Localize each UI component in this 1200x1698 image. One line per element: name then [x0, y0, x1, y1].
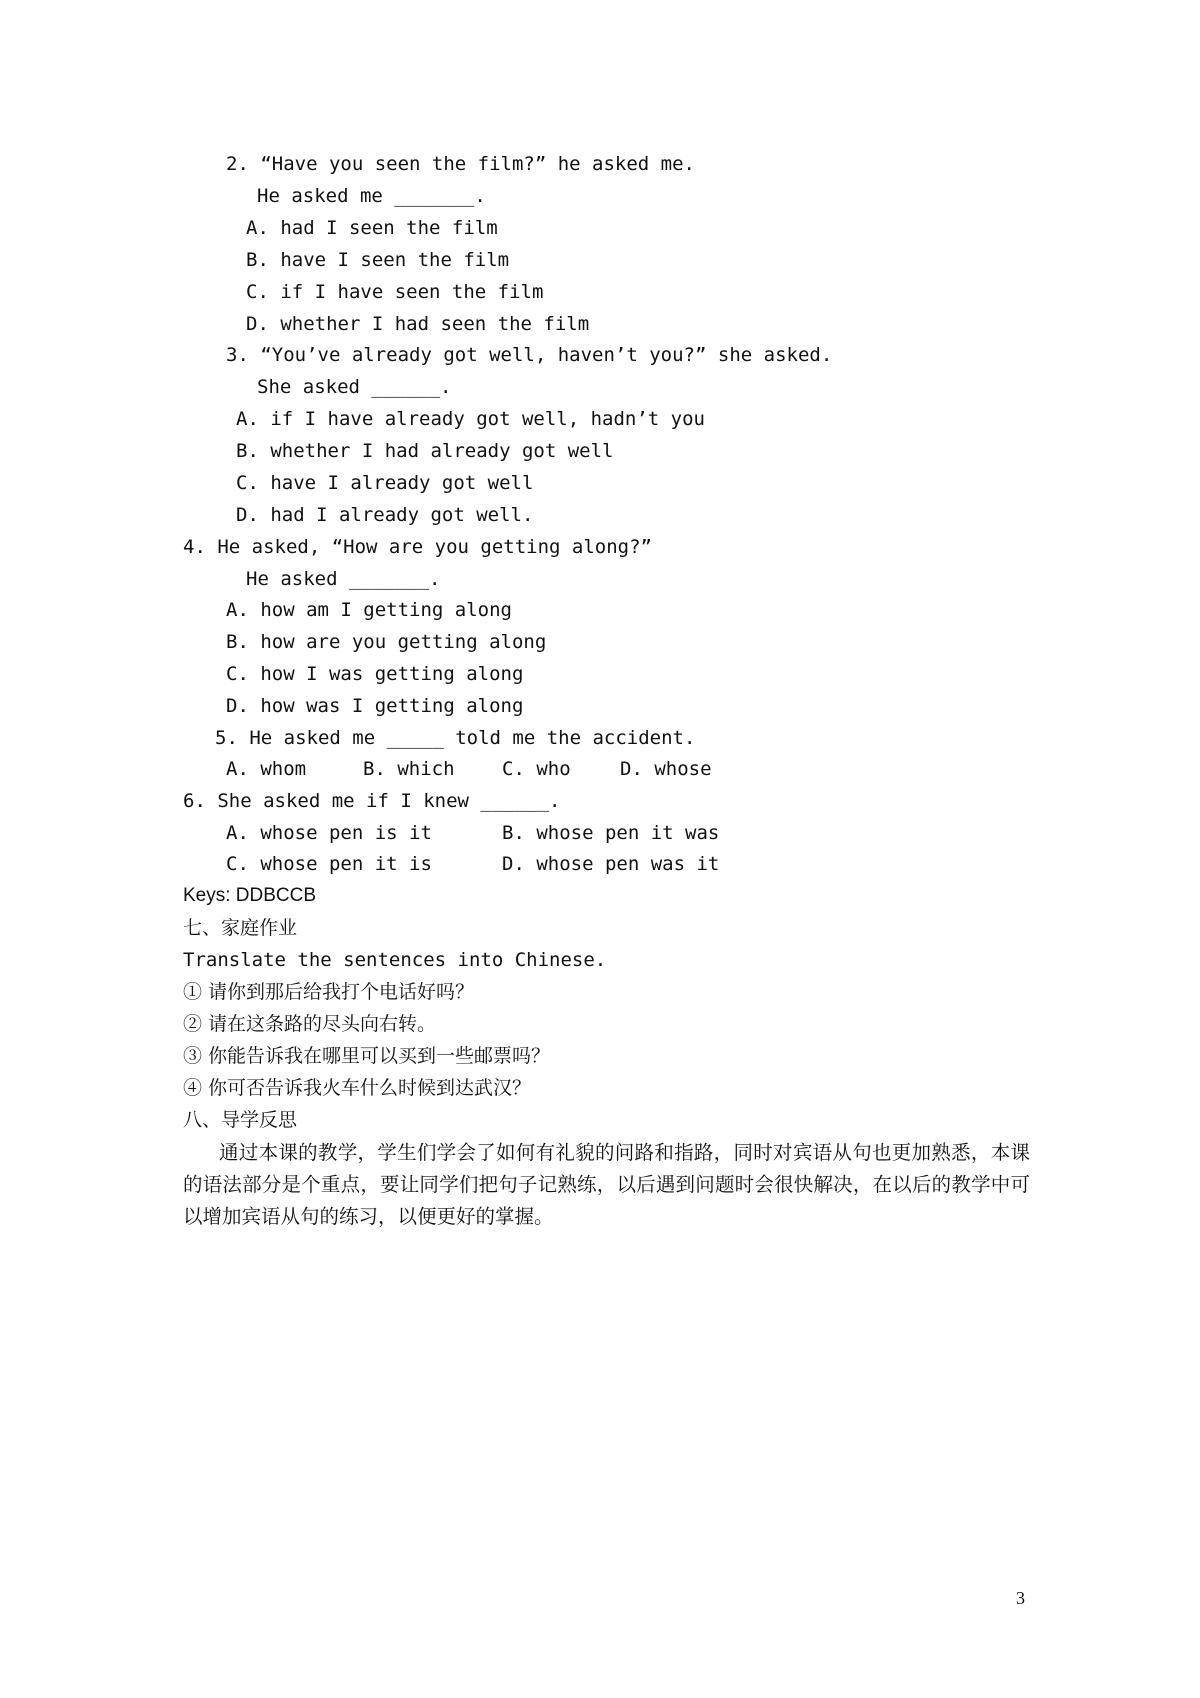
q6-option-a: A. whose pen is it	[226, 822, 432, 844]
q4-blank: He asked _______.	[246, 568, 441, 590]
q6-stem: 6. She asked me if I knew ______.	[183, 790, 561, 812]
q3-option-c: C. have I already got well	[236, 472, 534, 494]
answer-keys: Keys: DDBCCB	[183, 885, 317, 906]
q3-stem: 3. “You’ve already got well, haven’t you?” she asked.	[226, 344, 833, 366]
homework-item-2: ② 请在这条路的尽头向右转。	[183, 1013, 437, 1035]
q2-blank: He asked me _______.	[257, 185, 486, 207]
q5-stem: 5. He asked me _____ told me the accident.	[215, 727, 696, 749]
q3-blank: She asked ______.	[257, 376, 452, 398]
q6-option-b: B. whose pen it was	[502, 822, 720, 844]
q2-option-d: D. whether I had seen the film	[246, 313, 590, 335]
q5-option-b: B. which	[363, 758, 455, 780]
reflection-paragraph: 通过本课的教学，学生们学会了如何有礼貌的问路和指路，同时对宾语从句也更加熟悉，本课的语法部分是个重点，要让同学们把句子记熟练，以后遇到问题时会很快解决，在以后的教学中可以增加宾语从句的练习，以便更好的掌握。	[183, 1141, 1030, 1228]
page-number: 3	[1016, 1588, 1025, 1608]
q2-stem: 2. “Have you seen the film?” he asked me.	[226, 153, 695, 175]
q4-option-b: B. how are you getting along	[226, 631, 547, 653]
q2-option-b: B. have I seen the film	[246, 249, 510, 271]
q4-option-c: C. how I was getting along	[226, 663, 524, 685]
q3-option-b: B. whether I had already got well	[236, 440, 614, 462]
homework-item-3: ③ 你能告诉我在哪里可以买到一些邮票吗？	[183, 1045, 551, 1067]
homework-item-4: ④ 你可否告诉我火车什么时候到达武汉？	[183, 1077, 532, 1099]
q3-option-d: D. had I already got well.	[236, 504, 534, 526]
homework-heading: 七、家庭作业	[183, 917, 298, 939]
q4-option-d: D. how was I getting along	[226, 695, 524, 717]
q4-stem: 4. He asked, “How are you getting along?”	[183, 536, 652, 558]
q5-option-d: D. whose	[620, 758, 712, 780]
homework-item-1: ① 请你到那后给我打个电话好吗？	[183, 981, 475, 1003]
q5-option-a: A. whom	[226, 758, 307, 780]
homework-instruction: Translate the sentences into Chinese.	[183, 949, 607, 971]
q3-option-a: A. if I have already got well, hadn’t you	[236, 408, 705, 430]
q5-option-c: C. who	[502, 758, 571, 780]
q2-option-c: C. if I have seen the film	[246, 281, 544, 303]
q4-option-a: A. how am I getting along	[226, 599, 512, 621]
q6-option-d: D. whose pen was it	[502, 853, 720, 875]
q6-option-c: C. whose pen it is	[226, 853, 432, 875]
q2-option-a: A. had I seen the film	[246, 217, 498, 239]
reflection-heading: 八、导学反思	[183, 1109, 298, 1131]
